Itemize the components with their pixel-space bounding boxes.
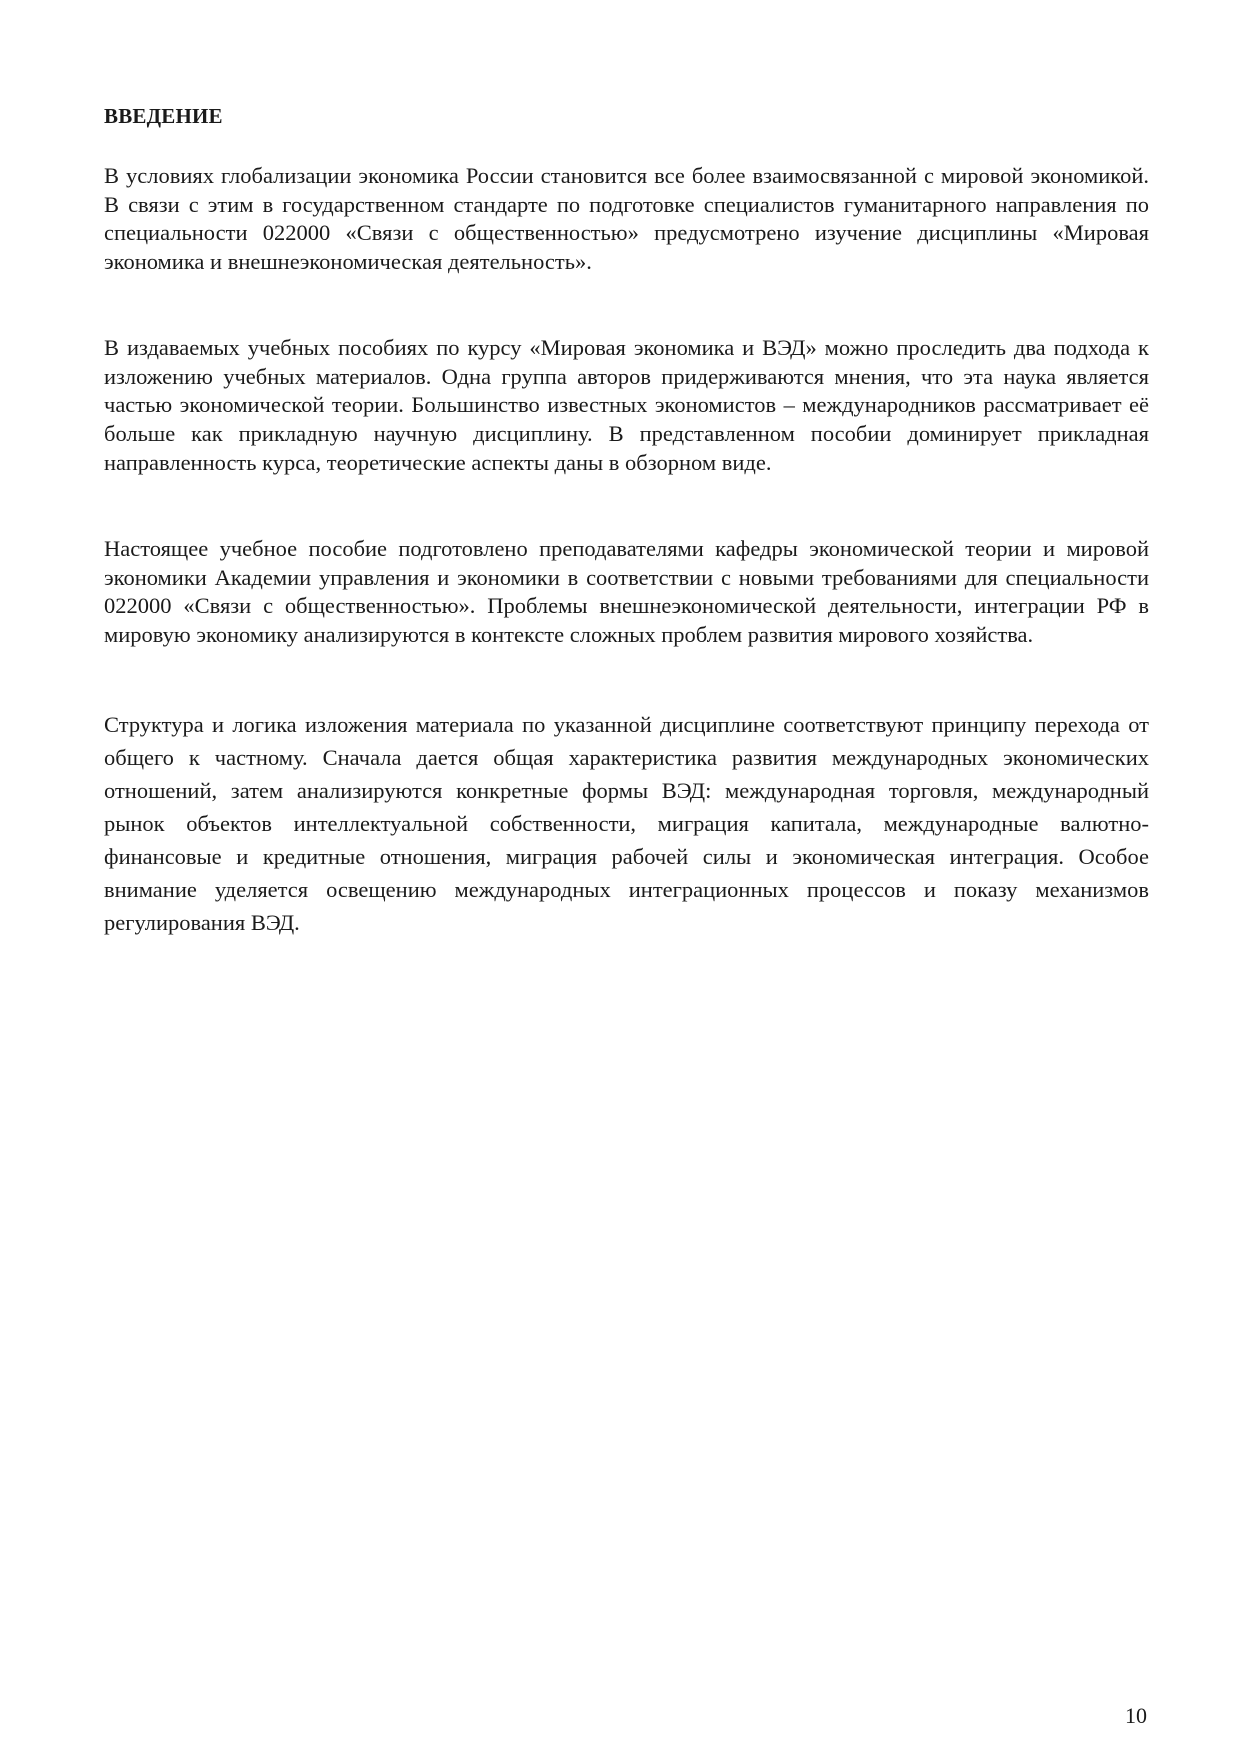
page-number: 10: [1125, 1703, 1147, 1728]
paragraph-intro: В условиях глобализации экономика России становится все более взаимосвязанной с мировой экономикой. В связи с этим в государственном стандарте по подготовке специалистов гуманитарного направления по специальности 022000 «Связи с общественностью» предусмотрено изучение дисциплины «Мировая экономика и внешнеэкономическая деятельность».: [104, 163, 1149, 275]
section-heading: ВВЕДЕНИЕ: [104, 104, 223, 128]
paragraph-authors: Настоящее учебное пособие подготовлено преподавателями кафедры экономической теории и мировой экономики Академии управления и экономики в соответствии с новыми требованиями для специальности 022000 «Связи с общественностью». Проблемы внешнеэкономической деятельности, интеграции РФ в мировую экономику анализируются в контексте сложных проблем развития мирового хозяйства.: [104, 536, 1149, 648]
paragraph-structure: Структура и логика изложения материала по указанной дисциплине соответствуют принципу перехода от общего к частному. Сначала дается общая характеристика развития международных экономических отношений, затем анализируются конкретные формы ВЭД: международная торговля, международный рынок объектов интеллектуальной собственности, миграция капитала, международные валютно-финансовые и кредитные отношения, миграция рабочей силы и экономическая интеграция. Особое внимание уделяется освещению международных интеграционных процессов и показу механизмов регулирования ВЭД.: [104, 712, 1149, 935]
paragraph-approaches: В издаваемых учебных пособиях по курсу «Мировая экономика и ВЭД» можно проследить два подхода к изложению учебных материалов. Одна группа авторов придерживаются мнения, что эта наука является частью экономической теории. Большинство известных экономистов – международников рассматривает её больше как прикладную научную дисциплину. В представленном пособии доминирует прикладная направленность курса, теоретические аспекты даны в обзорном виде.: [104, 335, 1149, 475]
